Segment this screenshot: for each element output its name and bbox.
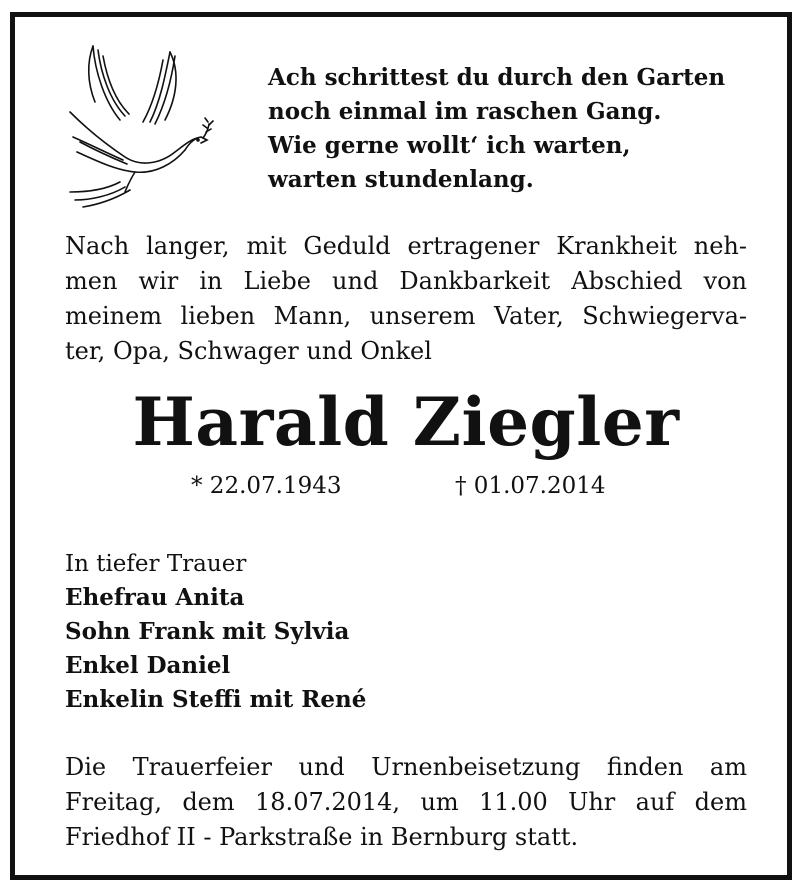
poem-line: noch einmal im raschen Gang. [268,98,662,125]
mourner-name: Sohn Frank mit Sylvia [65,618,350,645]
intro-paragraph [65,229,747,369]
poem-line: Ach schrittest du durch den Garten [268,64,726,91]
dove-icon [65,42,215,212]
poem-line: warten stundenlang. [268,166,534,193]
intro-line: men wir in Liebe und Dankbarkeit Abschied von [65,267,747,295]
poem-line: Wie gerne wollt‘ ich warten, [268,132,631,159]
birth-date: * 22.07.1943 [191,473,342,499]
mourners-heading: In tiefer Trauer [65,551,247,577]
deceased-name: Harald Ziegler [132,383,680,461]
poem [268,61,725,197]
obituary-frame [10,12,792,880]
service-line: Freitag, dem 18.07.2014, um 11.00 Uhr auf dem [65,788,747,816]
mourner-name: Ehefrau Anita [65,584,245,611]
service-paragraph [65,750,747,855]
intro-line: meinem lieben Mann, unserem Vater, Schwiegerva- [65,302,747,330]
death-date: † 01.07.2014 [455,473,606,499]
intro-line: ter, Opa, Schwager und Onkel [65,337,432,365]
mourner-name: Enkel Daniel [65,652,231,679]
mourners-list [65,547,366,717]
service-line: Friedhof II - Parkstraße in Bernburg statt. [65,823,579,851]
intro-line: Nach langer, mit Geduld ertragener Krankheit neh- [65,232,747,260]
mourner-name: Enkelin Steffi mit René [65,686,367,713]
service-line: Die Trauerfeier und Urnenbeisetzung finden am [65,753,747,781]
